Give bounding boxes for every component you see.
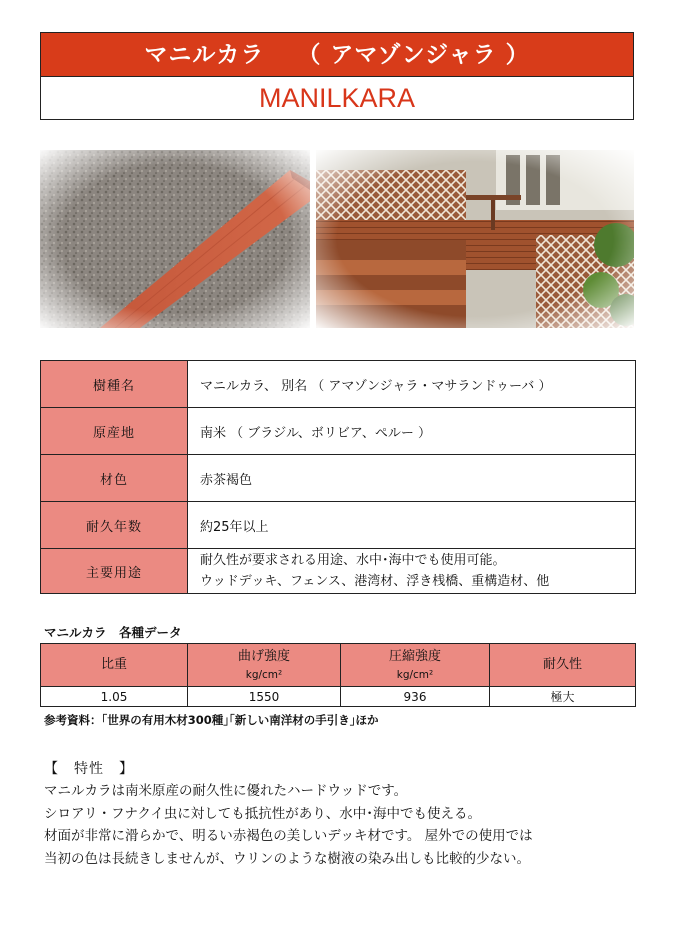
features-line: シロアリ・フナクイ虫に対しても抵抗性があり、水中･海中でも使える。: [44, 805, 481, 822]
header-durability: [490, 644, 636, 687]
header-bending-strength: [188, 644, 341, 687]
data-heading: マニルカラ 各種データ: [44, 625, 182, 640]
reference-note: 参考資料：｢世界の有用木材300種｣｢新しい南洋材の手引き｣ほか: [44, 713, 379, 727]
title-english: MANILKARA: [258, 83, 416, 113]
header-specific-gravity: [41, 644, 188, 687]
spec-table: [40, 360, 636, 594]
features-line: マニルカラは南米原産の耐久性に優れたハードウッドです。: [44, 783, 408, 799]
title-box: [40, 32, 634, 120]
spec-row: [41, 408, 636, 455]
spec-value: マニルカラ、 別名 （ アマゾンジャラ・マサランドゥーバ ）: [188, 361, 636, 408]
spec-key: 樹種名: [41, 361, 188, 408]
header-compressive-strength: [341, 644, 490, 687]
value-durability: 極大: [490, 687, 636, 707]
title-japanese: マニルカラ （ アマゾンジャラ ）: [41, 33, 633, 77]
header-label: 圧縮強度: [388, 649, 441, 664]
spec-value: 南米 （ ブラジル、ボリビア、ペルー ）: [188, 408, 636, 455]
spec-key: 原産地: [41, 408, 188, 455]
features-line: 当初の色は長続きしませんが、ウリンのような樹液の染み出しも比較的少ない。: [44, 850, 530, 867]
spec-key: 材色: [41, 455, 188, 502]
data-table: [40, 643, 636, 707]
features-text: [44, 780, 533, 870]
data-value-row: [41, 687, 636, 707]
value-specific-gravity: 1.05: [41, 687, 188, 707]
header-unit: kg/cm²: [396, 669, 434, 681]
spec-row: [41, 455, 636, 502]
value-bending-strength: 1550: [188, 687, 341, 707]
spec-key: 主要用途: [41, 549, 188, 594]
header-label: 曲げ強度: [237, 649, 290, 664]
spec-value: 約25年以上: [188, 502, 636, 549]
data-header-row: [41, 644, 636, 687]
value-compressive-strength: 936: [341, 687, 490, 707]
spec-value-line: ウッドデッキ、フェンス、港湾材、浮き桟橋、重構造材、他: [200, 574, 550, 589]
spec-value: [188, 549, 636, 594]
header-unit: kg/cm²: [245, 669, 283, 681]
spec-row: [41, 549, 636, 594]
features-line: 材面が非常に滑らかで、明るい赤褐色の美しいデッキ材です。 屋外での使用では: [44, 828, 533, 844]
spec-value: 赤茶褐色: [188, 455, 636, 502]
spec-row: [41, 502, 636, 549]
wood-board-photo: [40, 150, 310, 328]
spec-value-line: 耐久性が要求される用途、水中･海中でも使用可能。: [200, 553, 506, 568]
spec-row: [41, 361, 636, 408]
wooden-deck-photo: [316, 150, 634, 328]
spec-key: 耐久年数: [41, 502, 188, 549]
header-label: 耐久性: [542, 657, 582, 672]
header-label: 比重: [100, 657, 127, 672]
features-heading: 【 特性 】: [44, 761, 134, 777]
